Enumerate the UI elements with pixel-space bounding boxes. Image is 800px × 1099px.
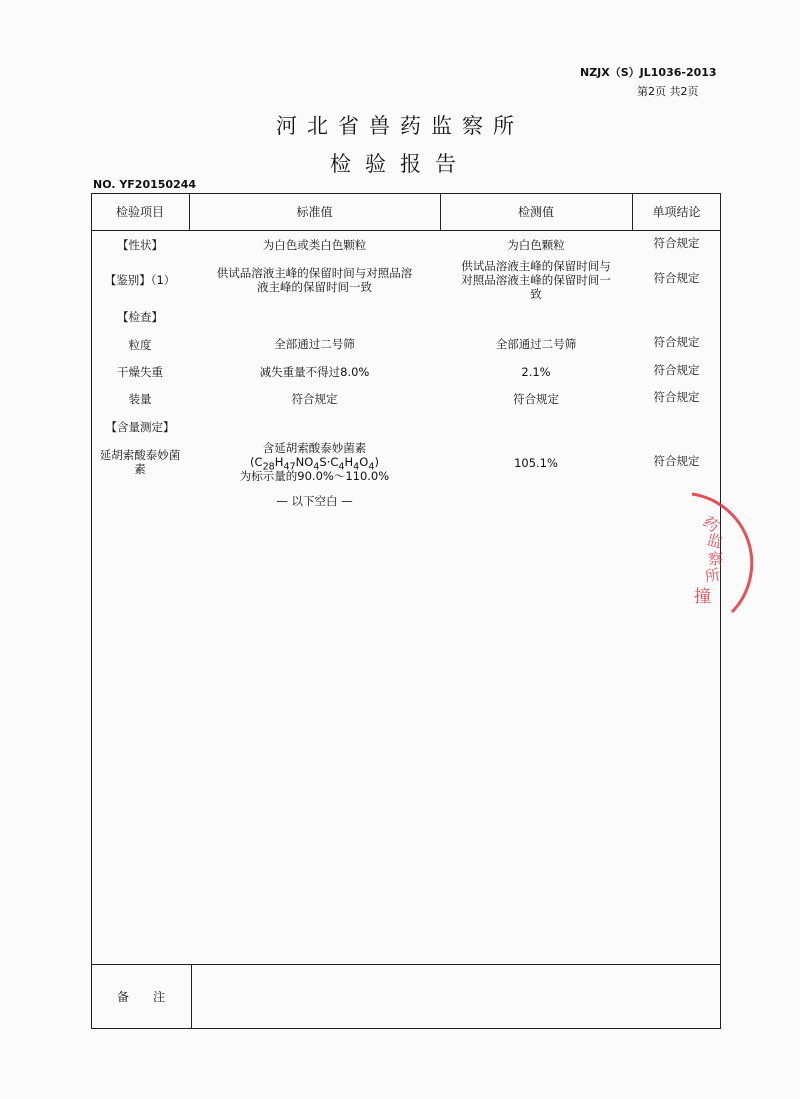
column-header-conclusion: 单项结论	[652, 205, 701, 219]
row-standard-line: 含延胡索酸泰妙菌素	[262, 441, 367, 455]
row-standard-line: 液主峰的保留时间一致	[257, 280, 372, 294]
row-standard: 为白色或类白色颗粒	[262, 238, 367, 252]
row-result-line: 致	[530, 287, 542, 301]
row-item: 装量	[128, 392, 152, 406]
remarks-label: 备 注	[116, 990, 165, 1004]
row-conclusion: 符合规定	[653, 363, 700, 377]
row-item: 【鉴别】（1）	[104, 273, 176, 287]
column-header-item: 检验项目	[115, 205, 164, 219]
row-conclusion: 符合规定	[653, 335, 700, 349]
row-item-line: 延胡索酸泰妙菌	[99, 448, 181, 462]
row-conclusion: 符合规定	[653, 271, 700, 285]
row-standard-line: 供试品溶液主峰的保留时间与对照品溶	[216, 266, 413, 280]
document-code: NZJX（S）JL1036-2013	[580, 66, 717, 79]
svg-text:所: 所	[703, 565, 722, 586]
row-item: 【性状】	[117, 238, 163, 252]
row-result: 2.1%	[521, 365, 551, 379]
svg-text:监: 监	[704, 530, 725, 552]
row-conclusion: 符合规定	[653, 390, 700, 404]
row-item: 干燥失重	[117, 365, 163, 379]
report-title: 检验报告	[330, 152, 470, 176]
row-result: 全部通过二号筛	[495, 337, 577, 351]
row-result-line: 对照品溶液主峰的保留时间一	[461, 273, 611, 287]
svg-text:药: 药	[699, 512, 723, 536]
header-divider	[91, 230, 721, 231]
row-result: 符合规定	[513, 392, 559, 406]
section-label-assay: 【含量测定】	[105, 420, 175, 434]
column-header-standard: 标准值	[296, 205, 333, 219]
row-conclusion: 符合规定	[653, 454, 700, 468]
section-label-inspection: 【检查】	[117, 310, 163, 324]
row-result: 105.1%	[514, 456, 558, 470]
page-number: 第2页 共2页	[637, 85, 699, 98]
row-standard-line: 为标示量的90.0%～110.0%	[239, 469, 390, 483]
official-seal	[672, 482, 764, 622]
row-standard: 全部通过二号筛	[274, 337, 355, 351]
row-item-line: 素	[134, 462, 146, 476]
row-result: 为白色颗粒	[507, 238, 565, 252]
row-standard: 符合规定	[291, 392, 338, 406]
row-conclusion: 符合规定	[653, 236, 700, 250]
institution-title: 河北省兽药监察所	[276, 114, 524, 138]
row-item: 粒度	[128, 338, 152, 352]
svg-text:撞: 撞	[694, 587, 711, 607]
chemical-formula: $(C_{28}H_{47}NO_4S\cdot C_4H_4O_4)$	[250, 455, 379, 473]
remarks-divider	[91, 964, 721, 965]
end-marker: — 以下空白 —	[276, 494, 353, 508]
report-number: NO. YF20150244	[93, 178, 197, 191]
row-standard: 减失重量不得过8.0%	[259, 365, 370, 379]
row-result-line: 供试品溶液主峰的保留时间与	[461, 259, 611, 273]
column-header-result: 检测值	[517, 205, 554, 219]
svg-text:察: 察	[708, 550, 724, 568]
remarks-column-divider	[191, 964, 192, 1029]
